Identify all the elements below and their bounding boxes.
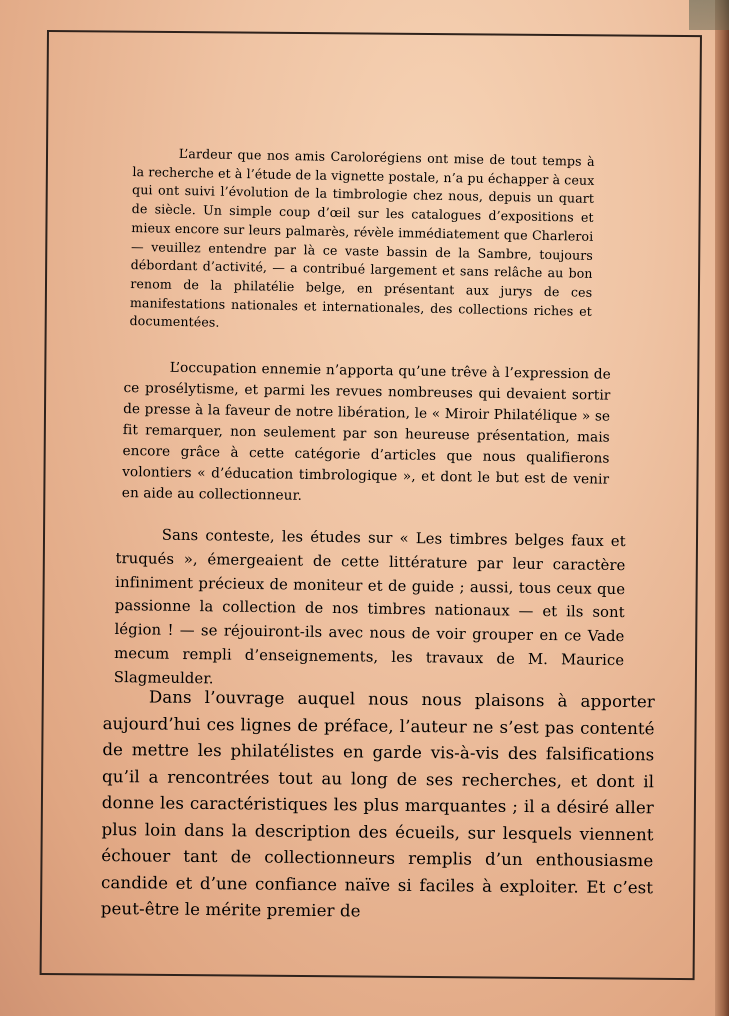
paragraph-2: L’occupation ennemie n’apporta qu’une trêve à l’expression de ce prosélytisme, et parmi les revues nombreuses qui devaient sortir de presse à la faveur de notre libération, le « Miroir Philatélique » se fit remarquer, non seulement par son heureuse présentation, mais encore grâce à cette catégorie d’articles que nous qualifierons volontiers « d’éducation timbrologique », et dont le but est de venir en aide au collectionneur.: [121, 359, 611, 504]
book-edge: [715, 0, 729, 1016]
paragraph-3: Sans conteste, les études sur « Les timbres belges faux et truqués », émergeaient de cette littérature par leur caractère infiniment précieux de moniteur et de guide ; aussi, tous ceux que passionne la collection de nos timbres nationaux — et ils sont légion ! — se réjouiront-ils avec nous de voir grouper en ce Vade mecum rempli d’enseignements, les travaux de M. Maurice Slagmeulder.: [113, 526, 626, 688]
book-corner-shadow: [689, 0, 729, 30]
paragraph-4: Dans l’ouvrage auquel nous nous plaisons à apporter aujourd’hui ces lignes de préface, l’auteur ne s’est pas contenté de mettre les philatélistes en garde vis-à-vis des falsifications qu’il a rencontrées tout au long de ses recherches, et dont il donne les caractéristiques les plus marquantes ; il a désiré aller plus loin dans la description des écueils, sur lesquels viennent échouer tant de collectionneurs remplis d’un enthousiasme candide et d’une confiance naïve si faciles à exploiter. Et c’est peut-être le mérite premier de: [100, 687, 655, 921]
paragraph-1: L’ardeur que nos amis Carolorégiens ont mise de tout temps à la recherche et à l’étude de la vignette postale, n’a pu échapper à ceux qui ont suivi l’évolution de la timbrologie chez nous, depuis un quart de siècle. Un simple coup d’œil sur les catalogues d’expositions et mieux encore sur leurs palmarès, révèle immédiatement que Charleroi — veuillez entendre par là ce vaste bassin de la Sambre, toujours débordant d’activité, — a contribué largement et sans relâche au bon renom de la philatélie belge, en présentant aux jurys de ces manifestations nationales et internationales, des collections riches et documentées.: [129, 145, 595, 331]
